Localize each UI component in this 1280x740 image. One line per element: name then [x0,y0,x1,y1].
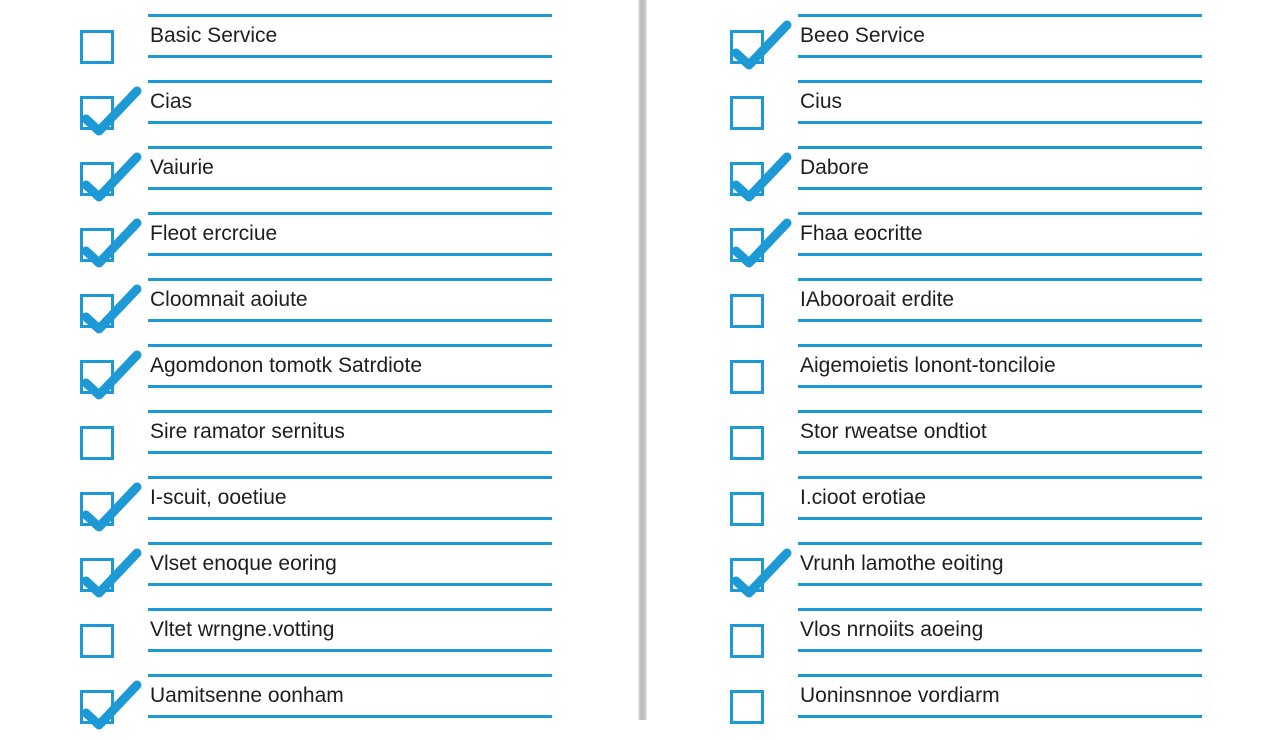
checklist-item [650,14,1210,80]
checkbox-checked[interactable] [80,558,114,592]
item-label: I.cioot erotiae [800,486,927,509]
rule-line [798,542,1202,545]
checklist-item [650,344,1210,410]
item-label: Agomdonon tomotk Satrdiote [150,354,422,377]
rule-line [148,583,552,586]
rule-line [798,476,1202,479]
rule-line [148,278,552,281]
rule-line [798,517,1202,520]
checklist-item [0,278,560,344]
checklist-item [0,542,560,608]
rule-line [148,253,552,256]
rule-line [148,319,552,322]
checklist-item [0,14,560,80]
item-label: Vltet wrngne.votting [150,618,335,641]
item-label: Vlset enoque eoring [150,552,337,575]
rule-line [148,187,552,190]
rule-line [798,344,1202,347]
checkbox-checked[interactable] [730,162,764,196]
checkbox-unchecked[interactable] [80,624,114,658]
rule-line [148,451,552,454]
checkmark-icon [79,341,145,401]
column-divider [638,0,647,720]
checklist-item [0,344,560,410]
rule-line [798,146,1202,149]
item-label: Stor rweatse ondtiot [800,420,987,443]
rule-line [148,55,552,58]
rule-line [798,674,1202,677]
rule-line [798,715,1202,718]
rule-line [798,80,1202,83]
checkbox-unchecked[interactable] [730,360,764,394]
checkbox-checked[interactable] [80,162,114,196]
rule-line [148,476,552,479]
rule-line [148,212,552,215]
rule-line [148,542,552,545]
checkbox-checked[interactable] [80,360,114,394]
checkbox-checked[interactable] [80,492,114,526]
rule-line [148,410,552,413]
rule-line [798,319,1202,322]
rule-line [798,385,1202,388]
checklist-item [650,674,1210,740]
rule-line [148,146,552,149]
item-label: Cius [800,90,843,113]
rule-line [148,385,552,388]
checkbox-checked[interactable] [730,30,764,64]
checkmark-icon [79,275,145,335]
checkbox-checked[interactable] [80,228,114,262]
rule-line [148,715,552,718]
rule-line [798,55,1202,58]
checkbox-checked[interactable] [730,228,764,262]
checkbox-checked[interactable] [80,96,114,130]
rule-line [148,14,552,17]
checkbox-checked[interactable] [730,558,764,592]
rule-line [798,608,1202,611]
item-label: IAbooroait erdite [800,288,955,311]
checkbox-checked[interactable] [80,690,114,724]
item-label: Cias [150,90,193,113]
item-label: Vrunh lamothe eoiting [800,552,1004,575]
item-label: Vaiurie [150,156,214,179]
item-label: Uoninsnnoe vordiarm [800,684,1000,707]
checkbox-unchecked[interactable] [730,426,764,460]
checkbox-unchecked[interactable] [80,426,114,460]
checkbox-unchecked[interactable] [730,690,764,724]
rule-line [798,253,1202,256]
item-label: Beeo Service [800,24,925,47]
item-label: Basic Service [150,24,278,47]
checkmark-icon [79,209,145,269]
rule-line [798,121,1202,124]
checkmark-icon [729,539,795,599]
checklist-item [0,212,560,278]
item-label: Fhaa eocritte [800,222,923,245]
checkbox-unchecked[interactable] [730,624,764,658]
rule-line [148,608,552,611]
checklist-item [0,80,560,146]
checkmark-icon [729,143,795,203]
checkmark-icon [729,209,795,269]
rule-line [798,14,1202,17]
checkmark-icon [79,143,145,203]
item-label: Fleot ercrciue [150,222,278,245]
checklist-item [650,608,1210,674]
item-label: Sire ramator sernitus [150,420,345,443]
rule-line [148,344,552,347]
right-checklist [650,0,1210,720]
rule-line [148,649,552,652]
checklist-item [0,146,560,212]
rule-line [798,583,1202,586]
checkmark-icon [79,539,145,599]
item-label: Aigemoietis lonont-tonciloie [800,354,1056,377]
rule-line [148,517,552,520]
checkbox-checked[interactable] [80,294,114,328]
checklist-item [650,410,1210,476]
rule-line [798,278,1202,281]
rule-line [798,187,1202,190]
checkmark-icon [79,77,145,137]
item-label: Dabore [800,156,869,179]
rule-line [798,212,1202,215]
rule-line [148,80,552,83]
checkbox-unchecked[interactable] [730,96,764,130]
checkmark-icon [79,473,145,533]
rule-line [148,121,552,124]
checkbox-unchecked[interactable] [730,294,764,328]
rule-line [798,410,1202,413]
item-label: Vlos nrnoiits aoeing [800,618,984,641]
checklist-item [0,476,560,542]
rule-line [148,674,552,677]
item-label: I-scuit, ooetiue [150,486,287,509]
checkbox-unchecked[interactable] [730,492,764,526]
rule-line [798,649,1202,652]
item-label: Uamitsenne oonham [150,684,344,707]
checklist-item [650,278,1210,344]
checkmark-icon [729,11,795,71]
checklist-item [0,410,560,476]
checklist-item [650,212,1210,278]
checklist-item [650,476,1210,542]
rule-line [798,451,1202,454]
item-label: Cloomnait aoiute [150,288,308,311]
checklist-item [0,608,560,674]
checkmark-icon [79,671,145,731]
checklist-item [650,146,1210,212]
checklist-item [650,542,1210,608]
left-checklist [0,0,560,720]
checklist-item [650,80,1210,146]
checklist-item [0,674,560,740]
checkbox-unchecked[interactable] [80,30,114,64]
